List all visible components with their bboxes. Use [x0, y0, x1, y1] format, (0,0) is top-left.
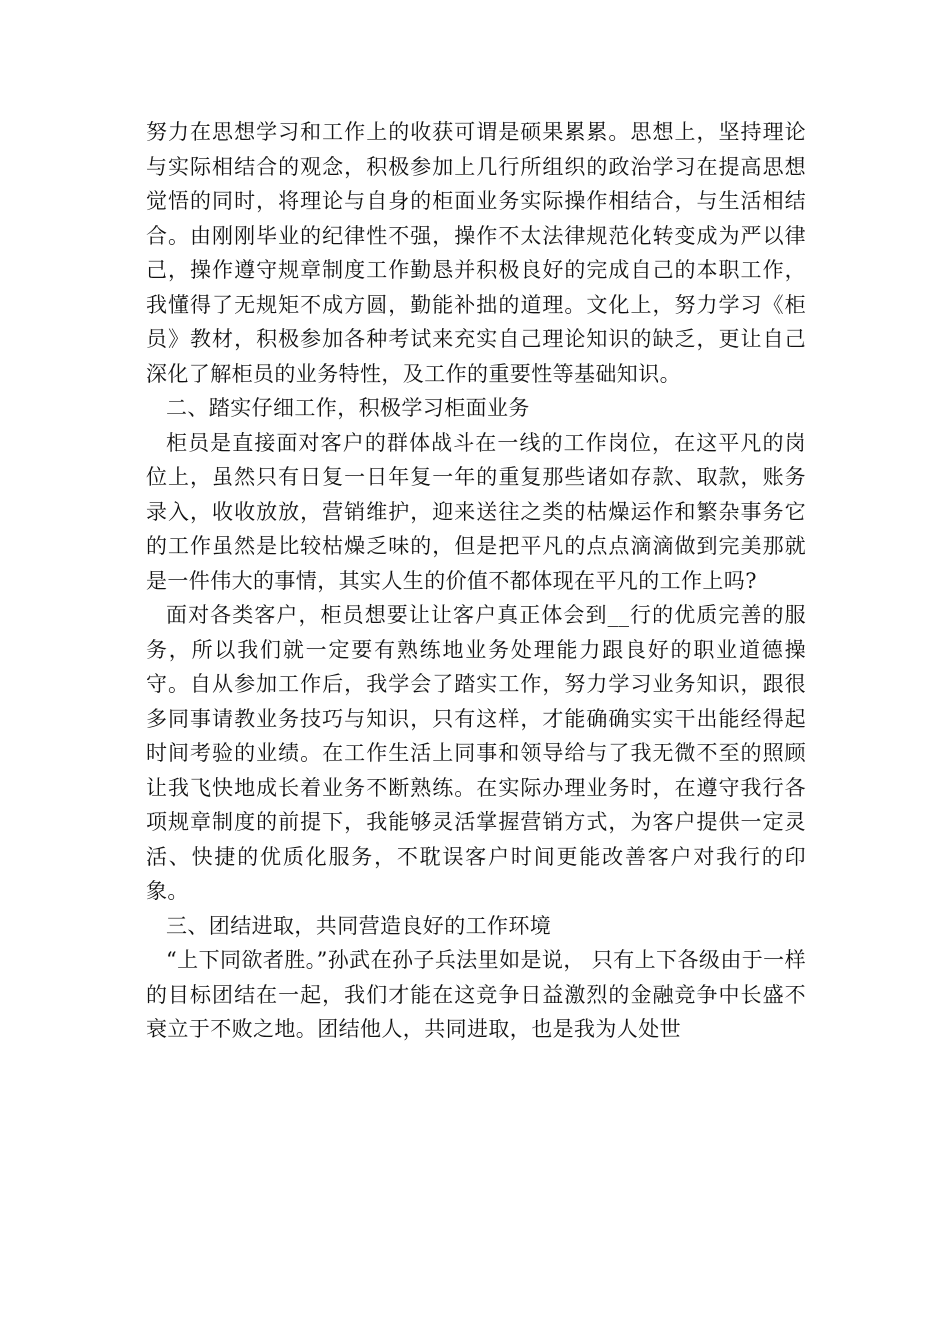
paragraph-teamwork: “上下同欲者胜。”孙武在孙子兵法里如是说， 只有上下各级由于一样的目标团结在一起，我们才能在这竞争日益激烈的金融竞争中长盛不衰立于不败之地。团结他人，共同进取，也是我为人处世	[146, 948, 806, 1041]
section-heading-2: 二、踏实仔细工作，积极学习柜面业务	[166, 396, 530, 420]
paragraph-customer-service: 面对各类客户，柜员想要让让客户真正体会到__行的优质完善的服务，所以我们就一定要有熟练地业务处理能力跟良好的职业道德操守。自从参加工作后，我学会了踏实工作，努力学习业务知识，跟很多同事请教业务技巧与知识，只有这样，才能确确实实干出能经得起时间考验的业绩。在工作生活上同事和领导给与了我无微不至的照顾让我飞快地成长着业务不断熟练。在实际办理业务时，在遵守我行各项规章制度的前提下，我能够灵活掌握营销方式，为客户提供一定灵活、快捷的优质化服务，不耽误客户时间更能改善客户对我行的印象。	[146, 603, 806, 903]
document-page	[146, 115, 806, 1047]
section-heading-3: 三、团结进取，共同营造良好的工作环境	[166, 913, 552, 938]
paragraph-teller-role: 柜员是直接面对客户的群体战斗在一线的工作岗位，在这平凡的岗位上，虽然只有日复一日年复一年的重复那些诸如存款、取款，账务录入，收收放放，营销维护，迎来送往之类的枯燥运作和繁杂事务它的工作虽然是比较枯燥乏味的，但是把平凡的点点滴滴做到完美那就是一件伟大的事情，其实人生的价值不都体现在平凡的工作上吗?	[146, 430, 806, 593]
paragraph-study-gains: 努力在思想学习和工作上的收获可谓是硕果累累。思想上，坚持理论与实际相结合的观念，积极参加上几行所组织的政治学习在提高思想觉悟的同时，将理论与自身的柜面业务实际操作相结合，与生活相结合。由刚刚毕业的纪律性不强，操作不太法律规范化转变成为严以律己，操作遵守规章制度工作勤恳并积极良好的完成自己的本职工作，我懂得了无规矩不成方圆，勤能补拙的道理。文化上，努力学习《柜员》教材，积极参加各种考试来充实自己理论知识的缺乏，更让自己深化了解柜员的业务特性，及工作的重要性等基础知识。	[146, 120, 806, 386]
